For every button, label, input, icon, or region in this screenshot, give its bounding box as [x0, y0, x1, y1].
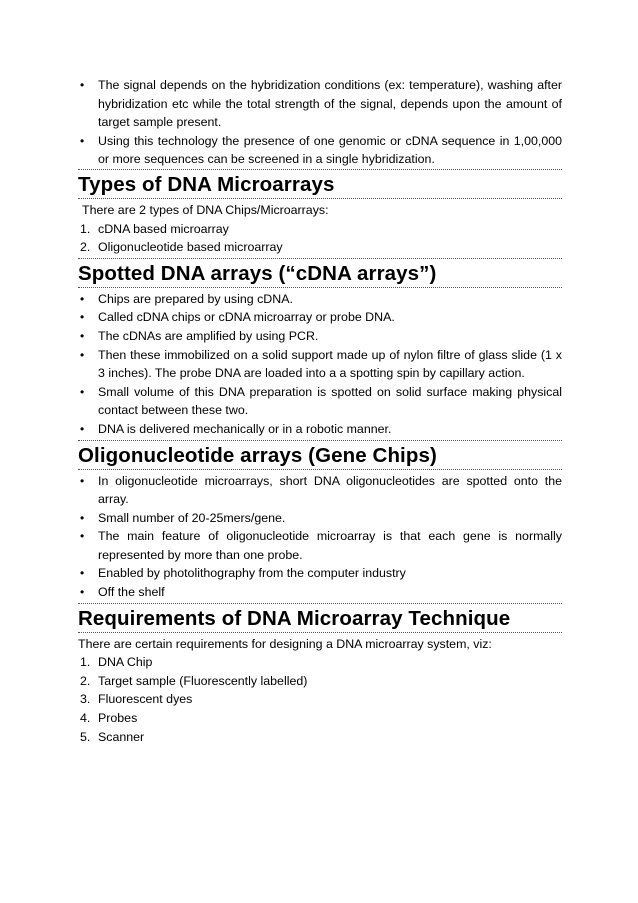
list-item-text: Chips are prepared by using cDNA. — [98, 291, 293, 306]
list-item — [78, 672, 562, 691]
list-number: 5. — [80, 729, 91, 744]
bullet-icon: • — [80, 328, 85, 343]
list-item-text: DNA Chip — [98, 655, 153, 670]
list-item-text: The signal depends on the hybridization conditions (ex: temperature), washing after hybridization etc while the total strength of the signal, depends upon the amount of target sample present. — [98, 78, 562, 130]
list-item — [78, 420, 562, 439]
list-item — [78, 220, 562, 239]
list-item-text: Scanner — [98, 729, 145, 744]
bullet-icon: • — [80, 78, 85, 92]
list-item-text: Target sample (Fluorescently labelled) — [98, 673, 308, 688]
list-item — [78, 728, 562, 747]
bullet-icon: • — [80, 310, 85, 325]
types-list — [78, 220, 562, 257]
list-item-text: Probes — [98, 711, 138, 726]
list-item — [78, 472, 562, 509]
list-item — [78, 308, 562, 327]
list-item-text: Oligonucleotide based microarray — [98, 240, 283, 255]
list-number: 1. — [80, 221, 91, 236]
list-item — [78, 653, 562, 672]
requirements-section — [78, 633, 562, 748]
list-item — [78, 132, 562, 169]
list-item-text: In oligonucleotide microarrays, short DNA oligonucleotides are spotted onto the array. — [98, 473, 562, 507]
list-item — [78, 709, 562, 728]
spotted-bullet-list — [78, 288, 562, 441]
list-number: 2. — [80, 673, 91, 688]
list-item — [78, 527, 562, 564]
list-item — [78, 327, 562, 346]
requirements-list — [78, 653, 562, 746]
section-heading-types: Types of DNA Microarrays — [78, 170, 562, 199]
list-item-text: Small number of 20-25mers/gene. — [98, 510, 286, 525]
list-number: 4. — [80, 711, 91, 726]
bullet-icon: • — [80, 566, 85, 581]
section-heading-oligo: Oligonucleotide arrays (Gene Chips) — [78, 441, 562, 470]
list-item-text: DNA is delivered mechanically or in a robotic manner. — [98, 421, 392, 436]
intro-bullet-list — [78, 76, 562, 170]
bullet-icon: • — [80, 510, 85, 525]
list-item-text: Using this technology the presence of one genomic or cDNA sequence in 1,00,000 or more sequences can be screened in a single hybridization. — [98, 133, 562, 167]
bullet-icon: • — [80, 529, 85, 544]
bullet-icon: • — [80, 585, 85, 600]
list-item-text: cDNA based microarray — [98, 221, 229, 236]
list-item — [78, 290, 562, 309]
list-item — [78, 509, 562, 528]
list-item — [78, 690, 562, 709]
document-page — [78, 76, 562, 747]
bullet-icon: • — [80, 473, 85, 488]
types-section — [78, 199, 562, 259]
bullet-icon: • — [80, 384, 85, 399]
list-number: 1. — [80, 655, 91, 670]
list-item — [78, 583, 562, 602]
section-heading-spotted: Spotted DNA arrays (“cDNA arrays”) — [78, 259, 562, 288]
section-heading-requirements: Requirements of DNA Microarray Technique — [78, 604, 562, 633]
list-item-text: Enabled by photolithography from the computer industry — [98, 566, 406, 581]
list-number: 3. — [80, 692, 91, 707]
oligo-bullet-list — [78, 470, 562, 604]
types-intro: There are 2 types of DNA Chips/Microarrays: — [82, 202, 329, 217]
list-item — [78, 346, 562, 383]
bullet-icon: • — [80, 347, 85, 362]
bullet-icon: • — [80, 421, 85, 436]
list-item-text: Called cDNA chips or cDNA microarray or probe DNA. — [98, 310, 395, 325]
requirements-intro: There are certain requirements for designing a DNA microarray system, viz: — [78, 636, 492, 651]
bullet-icon: • — [80, 291, 85, 306]
list-item-text: Then these immobilized on a solid support made up of nylon filtre of glass slide (1 x 3 inches). The probe DNA are loaded into a a spotting spin by capillary action. — [98, 347, 562, 381]
list-item — [78, 238, 562, 257]
list-item-text: Fluorescent dyes — [98, 692, 193, 707]
list-item-text: The main feature of oligonucleotide microarray is that each gene is normally represented by more than one probe. — [98, 529, 562, 562]
bullet-icon: • — [80, 133, 85, 148]
list-item — [78, 76, 562, 132]
list-item-text: The cDNAs are amplified by using PCR. — [98, 328, 319, 343]
list-item — [78, 564, 562, 583]
list-item — [78, 383, 562, 420]
list-item-text: Small volume of this DNA preparation is spotted on solid surface making physical contact between these two. — [98, 384, 562, 418]
list-item-text: Off the shelf — [98, 585, 165, 600]
list-number: 2. — [80, 240, 91, 255]
